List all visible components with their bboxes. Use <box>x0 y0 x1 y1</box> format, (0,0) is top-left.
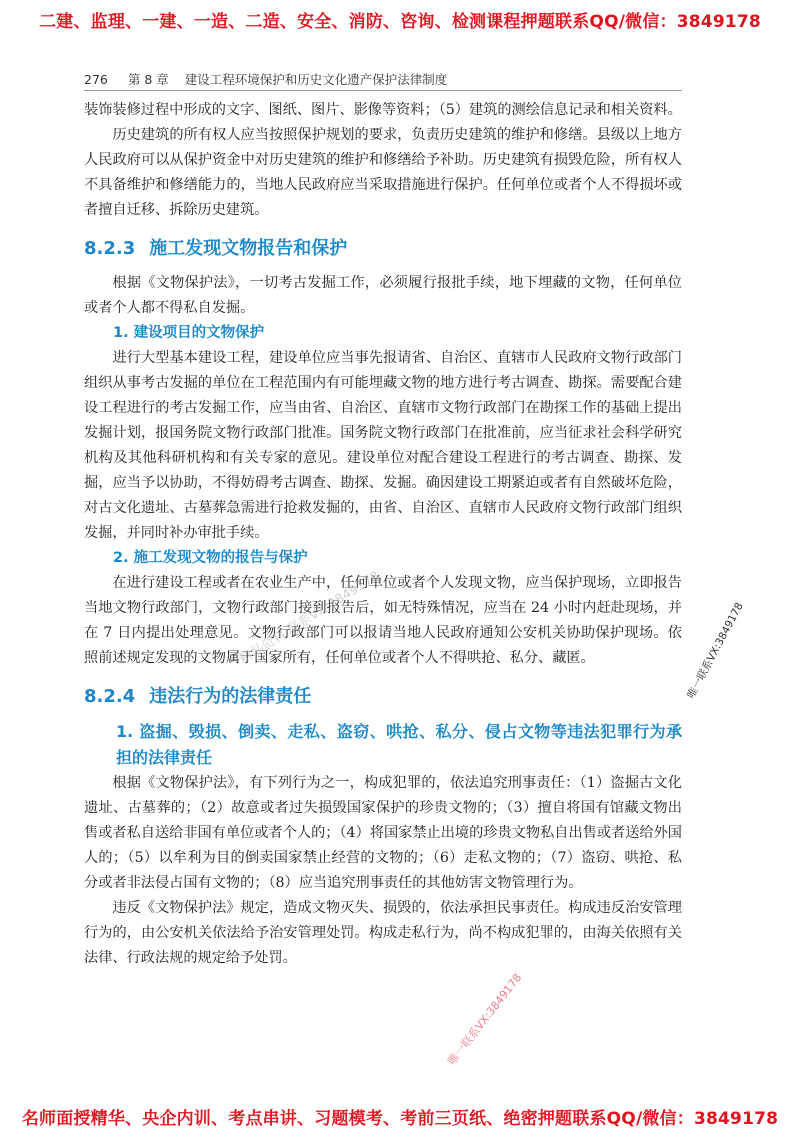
paragraph: 违反《文物保护法》规定，造成文物灭失、损毁的，依法承担民事责任。构成违反治安管理行为的，由公安机关依法给予治安管理处罚。构成走私行为，尚不构成犯罪的，由海关依照有关法律、行政法规的规定给予处罚。 <box>84 900 682 966</box>
section-heading-8-2-3 <box>84 231 682 267</box>
chapter-label: 第 8 章 <box>127 72 169 87</box>
top-promo-banner: 二建、监理、一建、一造、二造、安全、消防、咨询、检测课程押题联系QQ/微信：3849178 <box>39 12 761 32</box>
section-number: 8.2.3 <box>84 238 136 259</box>
header-divider <box>84 90 682 91</box>
paragraph: 历史建筑的所有权人应当按照保护规划的要求，负责历史建筑的维护和修缮。县级以上地方人民政府可以从保护资金中对历史建筑的维护和修缮给予补助。历史建筑有损毁危险，所有权人不具备维护和修缮能力的，当地人民政府应当采取措施进行保护。任何单位或者个人不得损坏或者擅自迁移、拆除历史建筑。 <box>84 127 682 218</box>
red-diagonal-watermark: 唯一联系VX:3849178 <box>445 971 525 1068</box>
paragraph: 根据《文物保护法》，一切考古发掘工作，必须履行报批手续，地下埋藏的文物，任何单位或者个人都不得私自发掘。 <box>84 275 682 316</box>
section-number: 8.2.4 <box>84 686 136 707</box>
subsection-heading: 1. 盗掘、毁损、倒卖、走私、盗窃、哄抢、私分、侵占文物等违法犯罪行为承担的法律责任 <box>116 722 682 767</box>
page-body <box>84 98 682 971</box>
page-number: 276 <box>84 72 108 87</box>
subsection-heading: 2. 施工发现文物的报告与保护 <box>113 550 308 566</box>
section-heading-8-2-4 <box>84 679 682 715</box>
section-title: 施工发现文物报告和保护 <box>149 238 348 259</box>
paragraph: 在进行建设工程或者在农业生产中，任何单位或者个人发现文物，应当保护现场，立即报告当地文物行政部门，文物行政部门接到报告后，如无特殊情况，应当在 24 小时内赶赴现场，并在 7 日内提出处理意见。文物行政部门可以报请当地人民政府通知公安机关协助保护现场。依照前述规定发现的文物属于国家所有，任何单位或者个人不得哄抢、私分、藏匿。 <box>84 575 682 666</box>
bottom-promo-banner: 名师面授精华、央企内训、考点串讲、习题模考、考前三页纸、绝密押题联系QQ/微信：3849178 <box>21 1109 779 1129</box>
subsection-heading: 1. 建设项目的文物保护 <box>113 325 265 341</box>
watermark: 精品资料 联系VX:3849178 <box>237 568 383 668</box>
section-title: 违法行为的法律责任 <box>149 686 312 707</box>
chapter-title: 建设工程环境保护和历史文化遗产保护法律制度 <box>184 72 448 87</box>
paragraph: 进行大型基本建设工程，建设单位应当事先报请省、自治区、直辖市人民政府文物行政部门组织从事考古发掘的单位在工程范围内有可能埋藏文物的地方进行考古调查、勘探。需要配合建设工程进行的考古发掘工作，应当由省、自治区、直辖市文物行政部门在勘探工作的基础上提出发掘计划，报国务院文物行政部门批准。国务院文物行政部门在批准前，应当征求社会科学研究机构及其他科研机构和有关专家的意见。建设单位对配合建设工程进行的考古调查、勘探、发掘，应当予以协助，不得妨碍考古调查、勘探、发掘。确因建设工期紧迫或者有自然破坏危险，对古文化遗址、古墓葬急需进行抢救发掘的，由省、自治区、直辖市人民政府文物行政部门组织发掘，并同时补办审批手续。 <box>84 350 682 541</box>
side-stamp-watermark: 唯一联系VX:3849178 <box>685 600 746 701</box>
page-header <box>84 70 682 88</box>
paragraph: 装饰装修过程中形成的文字、图纸、图片、影像等资料；（5）建筑的测绘信息记录和相关资料。 <box>84 102 682 118</box>
paragraph: 根据《文物保护法》，有下列行为之一，构成犯罪的，依法追究刑事责任：（1）盗掘古文化遗址、古墓葬的；（2）故意或者过失损毁国家保护的珍贵文物的；（3）擅自将国有馆藏文物出售或者私自送给非国有单位或者个人的；（4）将国家禁止出境的珍贵文物私自出售或者送给外国人的；（5）以牟利为目的倒卖国家禁止经营的文物的；（6）走私文物的；（7）盗窃、哄抢、私分或者非法侵占国有文物的；（8）应当追究刑事责任的其他妨害文物管理行为。 <box>84 775 682 891</box>
